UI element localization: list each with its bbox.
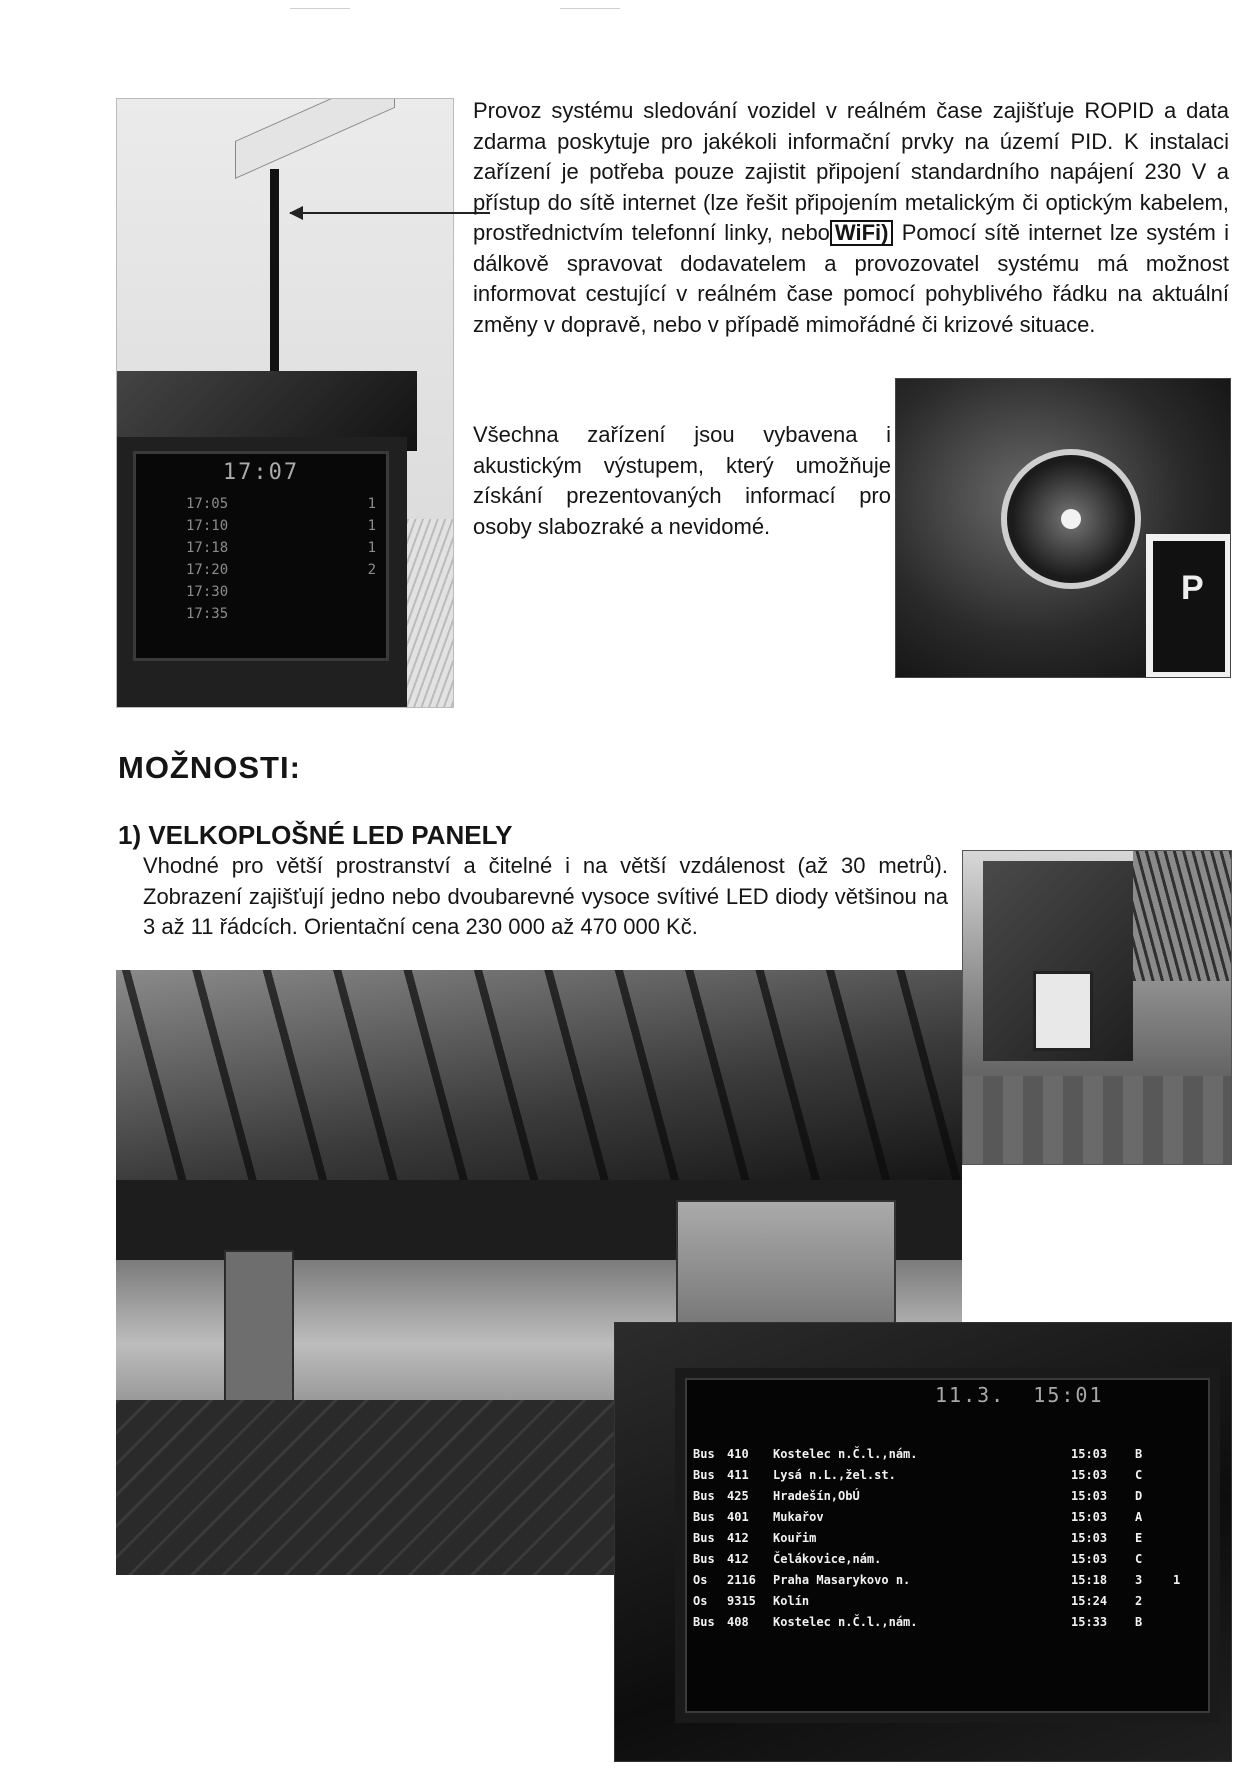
intro-paragraph bbox=[473, 96, 1229, 340]
departure-row bbox=[693, 1590, 1193, 1611]
pillar-display-row bbox=[146, 559, 376, 581]
pointer-arrow-line bbox=[290, 212, 490, 214]
departure-time: 15:03 bbox=[1071, 1488, 1108, 1503]
departure-destination: Čelákovice,nám. bbox=[773, 1551, 882, 1566]
pillar-display-rows bbox=[146, 493, 376, 625]
departure-extra: 1 bbox=[1173, 1572, 1181, 1587]
departure-platform: B bbox=[1135, 1614, 1143, 1629]
pillar-display-plat: 2 bbox=[367, 562, 376, 578]
pillar-display-time: 17:18 bbox=[186, 540, 229, 556]
departure-platform: C bbox=[1135, 1467, 1143, 1482]
departure-platform: C bbox=[1135, 1551, 1143, 1566]
departure-time: 15:03 bbox=[1071, 1530, 1108, 1545]
departure-destination: Mukařov bbox=[773, 1509, 824, 1524]
pillar-display-plat: 1 bbox=[367, 540, 376, 556]
section-heading: MOŽNOSTI: bbox=[118, 750, 301, 785]
departure-destination: Praha Masarykovo n. bbox=[773, 1572, 911, 1587]
pointer-arrow-icon bbox=[289, 206, 303, 220]
scan-edge-line bbox=[290, 8, 350, 9]
pillar-display bbox=[133, 451, 389, 661]
pillar-display-time: 17:05 bbox=[186, 496, 229, 512]
photo-loudspeaker bbox=[895, 378, 1231, 678]
departure-line: 410 bbox=[727, 1446, 749, 1461]
led-board-departures bbox=[693, 1443, 1193, 1632]
pillar-display-plat: 1 bbox=[367, 518, 376, 534]
departure-row bbox=[693, 1548, 1193, 1569]
led-panels-paragraph: Vhodné pro větší prostranství a čitelné i na větší vzdálenost (až 30 metrů). Zobrazení zajišťují jedno nebo dvoubarevné vysoce svítivé LED diody většinou na 3 až 11 řádcích. Orientační cena 230 000 až 470 000 Kč. bbox=[143, 853, 948, 939]
bare-tree-branches bbox=[407, 519, 454, 708]
led-panels-heading: 1) VELKOPLOŠNÉ LED PANELY bbox=[118, 820, 513, 850]
departure-type: Bus bbox=[693, 1467, 715, 1482]
departure-line: 401 bbox=[727, 1509, 749, 1524]
departure-line: 9315 bbox=[727, 1593, 756, 1608]
departure-platform: 2 bbox=[1135, 1593, 1143, 1608]
led-board-datetime: 11.3. 15:01 bbox=[935, 1383, 1104, 1407]
pillar-display-row bbox=[146, 515, 376, 537]
departure-destination: Lysá n.L.,žel.st. bbox=[773, 1467, 896, 1482]
photo-antenna-pillar bbox=[116, 98, 454, 708]
departure-platform: E bbox=[1135, 1530, 1143, 1545]
departure-row bbox=[693, 1506, 1193, 1527]
departure-line: 412 bbox=[727, 1530, 749, 1545]
departure-type: Bus bbox=[693, 1488, 715, 1503]
antenna-panel bbox=[235, 98, 395, 179]
departure-row bbox=[693, 1569, 1193, 1590]
pillar-display-time: 17:35 bbox=[186, 606, 229, 622]
pillar-display-time: 17:20 bbox=[186, 562, 229, 578]
departure-time: 15:18 bbox=[1071, 1572, 1108, 1587]
departure-type: Os bbox=[693, 1593, 708, 1608]
pillar-display-row bbox=[146, 581, 376, 603]
departure-destination: Kostelec n.Č.l.,nám. bbox=[773, 1614, 918, 1629]
departure-row bbox=[693, 1485, 1193, 1506]
departure-line: 425 bbox=[727, 1488, 749, 1503]
sidewalk bbox=[963, 1076, 1232, 1165]
pillar-display-plat: 1 bbox=[367, 496, 376, 512]
departure-row bbox=[693, 1611, 1193, 1632]
departure-destination: Kostelec n.Č.l.,nám. bbox=[773, 1446, 918, 1461]
intro-text-part2: Pomocí sítě internet lze systém i dálkově spravovat dodavatelem a provozovatel systému má možnost informovat cestující v reálném čase pomocí pohyblivého řádku na aktuální změny v dopravě, nebo v případě mimořádné či krizové situace. bbox=[473, 220, 1229, 337]
departure-line: 412 bbox=[727, 1551, 749, 1566]
departure-destination: Hradešín,ObÚ bbox=[773, 1488, 860, 1503]
pillar-display-row bbox=[146, 493, 376, 515]
scan-edge-line bbox=[560, 8, 620, 9]
stop-sign-letter: P bbox=[1181, 569, 1204, 607]
departure-time: 15:03 bbox=[1071, 1446, 1108, 1461]
departure-time: 15:03 bbox=[1071, 1467, 1108, 1482]
pillar-display-row bbox=[146, 603, 376, 625]
departure-time: 15:24 bbox=[1071, 1593, 1108, 1608]
departure-platform: B bbox=[1135, 1446, 1143, 1461]
departure-platform: 3 bbox=[1135, 1572, 1143, 1587]
departure-time: 15:33 bbox=[1071, 1614, 1108, 1629]
pillar-display-time: 17:30 bbox=[186, 584, 229, 600]
pillar-display-row bbox=[146, 537, 376, 559]
departure-row bbox=[693, 1443, 1193, 1464]
departure-row bbox=[693, 1527, 1193, 1548]
departure-time: 15:03 bbox=[1071, 1551, 1108, 1566]
departure-type: Bus bbox=[693, 1446, 715, 1461]
departure-destination: Kouřim bbox=[773, 1530, 817, 1545]
wifi-highlight: WiFi) bbox=[830, 220, 894, 246]
station-roof-ribs bbox=[116, 970, 962, 1180]
pillar-display-time: 17:07 bbox=[222, 460, 300, 485]
departure-line: 408 bbox=[727, 1614, 749, 1629]
departure-row bbox=[693, 1464, 1193, 1485]
departure-time: 15:03 bbox=[1071, 1509, 1108, 1524]
departure-type: Bus bbox=[693, 1509, 715, 1524]
stop-sign-plate bbox=[1146, 534, 1231, 678]
building-display-window bbox=[1033, 971, 1093, 1051]
departure-line: 411 bbox=[727, 1467, 749, 1482]
departure-type: Os bbox=[693, 1572, 708, 1587]
departure-platform: A bbox=[1135, 1509, 1143, 1524]
departure-type: Bus bbox=[693, 1614, 715, 1629]
departure-platform: D bbox=[1135, 1488, 1143, 1503]
departure-type: Bus bbox=[693, 1530, 715, 1545]
pillar-display-time: 17:10 bbox=[186, 518, 229, 534]
departure-type: Bus bbox=[693, 1551, 715, 1566]
photo-led-departure-board bbox=[614, 1322, 1232, 1762]
departure-line: 2116 bbox=[727, 1572, 756, 1587]
trees bbox=[1133, 851, 1232, 981]
loudspeaker-center bbox=[1061, 509, 1081, 529]
departure-destination: Kolín bbox=[773, 1593, 810, 1608]
intro-text-part1: Provoz systému sledování vozidel v reálném čase zajišťuje ROPID a data zdarma poskytuje pro jakékoli informační prvky na území PID. K instalaci zařízení je potřeba pouze zajistit připojení standardního napájení 230 V a přístup do sítě internet (lze řešit připojením metalickým či optickým kabelem, prostřednictvím telefonní linky, nebo bbox=[473, 98, 1229, 245]
acoustic-paragraph: Všechna zařízení jsou vybavena i akustickým výstupem, který umožňuje získání prezentovaných informací pro osoby slabozraké a nevidomé. bbox=[473, 422, 891, 539]
photo-stop-building bbox=[962, 850, 1232, 1165]
